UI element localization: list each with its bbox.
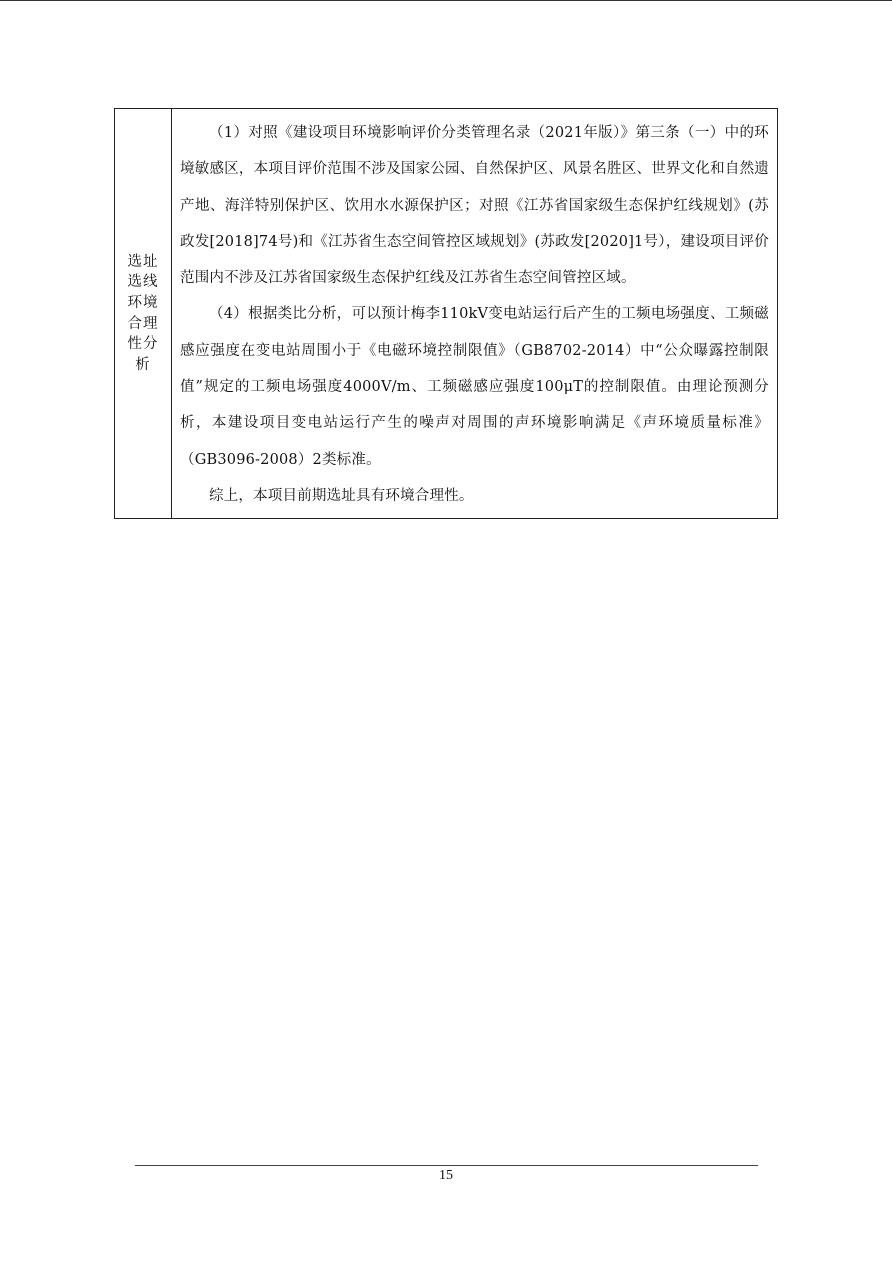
row-label-cell (115, 109, 172, 519)
row-label-line: 性分 (127, 336, 159, 353)
page-number: 15 (439, 1168, 453, 1183)
row-label-line: 选线 (127, 274, 159, 291)
paragraph-electromagnetic-noise: （4）根据类比分析，可以预计梅李110kV变电站运行后产生的工频电场强度、工频磁感应强度在变电站周围小于《电磁环境控制限值》（GB8702-2014）中“公众曝露控制限值”规定的工频电场强度4000V/m、工频磁感应强度100μT的控制限值。由理论预测分析，本建设项目变电站运行产生的噪声对周围的声环境影响满足《声环境质量标准》（GB3096-2008）2类标准。 (180, 306, 769, 468)
paragraph-ecological-redline: （1）对照《建设项目环境影响评价分类管理名录（2021年版）》第三条（一）中的环境敏感区，本项目评价范围不涉及国家公园、自然保护区、风景名胜区、世界文化和自然遗产地、海洋特别保护区、饮用水水源保护区；对照《江苏省国家级生态保护红线规划》(苏政发[2018]74号)和《江苏省生态空间管控区域规划》(苏政发[2020]1号），建设项目评价范围内不涉及江苏省国家级生态保护红线及江苏省生态空间管控区域。 (180, 125, 769, 287)
row-label-line: 析 (135, 356, 151, 373)
table-row (115, 109, 778, 519)
row-label-line: 环境 (127, 295, 159, 312)
page-top-border (0, 0, 892, 1)
assessment-table (114, 108, 778, 519)
paragraph-conclusion: 综上，本项目前期选址具有环境合理性。 (209, 487, 474, 504)
row-label-line: 合理 (127, 315, 159, 332)
row-content-cell (172, 109, 778, 519)
row-label-line: 选址 (127, 253, 159, 270)
footer-divider (135, 1165, 758, 1166)
